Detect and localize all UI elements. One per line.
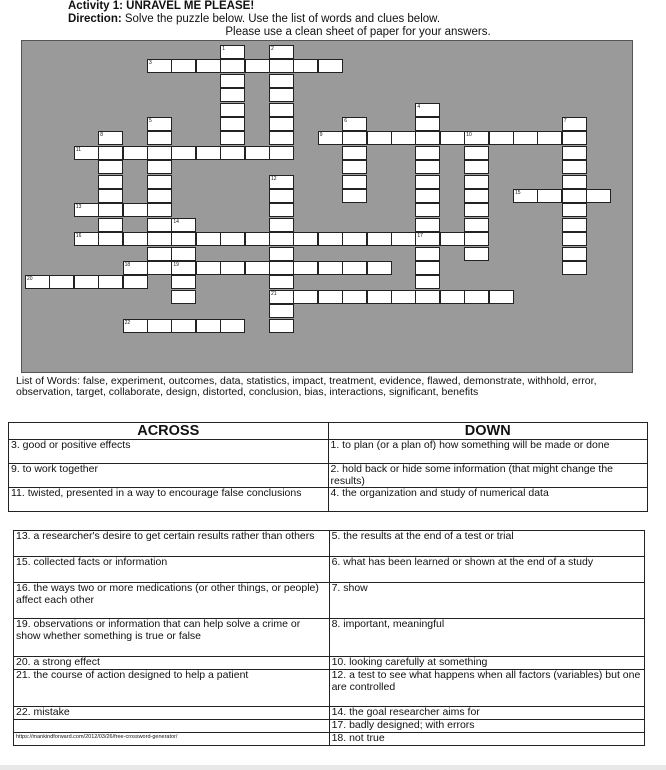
crossword-cell[interactable] [123, 146, 148, 160]
crossword-cell[interactable] [196, 319, 221, 333]
clue-number: 12 [271, 175, 277, 182]
crossword-cell[interactable] [74, 203, 99, 217]
crossword-cell[interactable] [171, 275, 196, 289]
clue-number: 16 [75, 233, 82, 240]
crossword-cell[interactable] [342, 175, 367, 189]
crossword-cell[interactable] [245, 261, 270, 275]
clue-across: 9. to work together [9, 464, 329, 488]
crossword-cell[interactable] [415, 131, 440, 145]
crossword-cell[interactable] [440, 290, 465, 304]
crossword-cell[interactable] [220, 131, 245, 145]
crossword-cell[interactable] [489, 131, 514, 145]
crossword-cell[interactable] [440, 131, 465, 145]
crossword-cell[interactable] [74, 275, 99, 289]
clue-down: 10. looking carefully at something [329, 657, 644, 670]
crossword-cell[interactable] [171, 232, 196, 246]
clue-number: 9 [319, 132, 323, 139]
clue-across: 11. twisted, presented in a way to encourage false conclusions [9, 488, 329, 512]
clue-number: 13 [75, 204, 82, 211]
crossword-cell[interactable] [269, 304, 294, 318]
crossword-cell[interactable] [342, 290, 367, 304]
clue-down: 2. hold back or hide some information (that might change the results) [328, 464, 648, 488]
clue-table-1 [8, 422, 648, 512]
crossword-cell[interactable] [269, 117, 294, 131]
across-header: ACROSS [9, 423, 329, 440]
crossword-cell[interactable] [342, 146, 367, 160]
crossword-cell[interactable] [147, 175, 172, 189]
crossword-cell[interactable] [269, 275, 294, 289]
crossword-cell[interactable] [98, 175, 123, 189]
crossword-cell[interactable] [98, 160, 123, 174]
crossword-cell[interactable] [147, 117, 172, 131]
crossword-cell[interactable] [123, 319, 148, 333]
word-list: List of Words: false, experiment, outcomes, data, statistics, impact, treatment, evidence, flawed, demonstrate, withhold, error, observation, target, collaborate, design, distorted, conclusion, bias, interactions, significant, benefits [16, 375, 597, 398]
crossword-cell[interactable] [220, 261, 245, 275]
crossword-cell[interactable] [489, 290, 514, 304]
crossword-cell[interactable] [269, 319, 294, 333]
crossword-cell[interactable] [318, 261, 343, 275]
crossword-cell[interactable] [269, 247, 294, 261]
crossword-cell[interactable] [171, 218, 196, 232]
crossword-cell[interactable] [147, 319, 172, 333]
clue-down: 17. badly designed; with errors [329, 720, 644, 733]
crossword-cell[interactable] [220, 45, 245, 59]
crossword-cell[interactable] [318, 232, 343, 246]
crossword-cell[interactable] [220, 103, 245, 117]
crossword-cell[interactable] [147, 189, 172, 203]
crossword-cell[interactable] [269, 88, 294, 102]
crossword-cell[interactable] [367, 290, 392, 304]
crossword-cell[interactable] [464, 247, 489, 261]
clue-down: 18. not true [329, 733, 644, 746]
crossword-cell[interactable] [98, 218, 123, 232]
crossword-cell[interactable] [269, 218, 294, 232]
crossword-cell[interactable] [513, 189, 538, 203]
clue-down: 6. what has been learned or shown at the end of a study [329, 557, 644, 583]
crossword-cell[interactable] [220, 74, 245, 88]
crossword-cell[interactable] [342, 189, 367, 203]
clue-number: 6 [344, 118, 347, 124]
crossword-cell[interactable] [415, 189, 440, 203]
crossword-cell[interactable] [464, 189, 489, 203]
crossword-cell[interactable] [220, 319, 245, 333]
crossword-cell[interactable] [391, 290, 416, 304]
crossword-cell[interactable] [196, 59, 221, 73]
crossword-cell[interactable] [513, 131, 538, 145]
clue-across: 3. good or positive effects [9, 440, 329, 464]
clue-across: 21. the course of action designed to help a patient [14, 670, 330, 707]
clue-table-2 [13, 530, 645, 746]
clue-down: 7. show [329, 583, 644, 619]
crossword-cell[interactable] [196, 261, 221, 275]
crossword-cell[interactable] [562, 146, 587, 160]
crossword-cell[interactable] [269, 74, 294, 88]
clue-number: 22 [124, 319, 131, 326]
header [68, 0, 628, 39]
crossword-cell[interactable] [269, 45, 294, 59]
crossword-cell[interactable] [342, 131, 367, 145]
clue-number: 7 [563, 118, 567, 124]
crossword-cell[interactable] [464, 131, 489, 145]
crossword-cell[interactable] [269, 189, 294, 203]
crossword-cell[interactable] [171, 290, 196, 304]
crossword-cell[interactable] [293, 290, 318, 304]
crossword-cell[interactable] [562, 160, 587, 174]
crossword-cell[interactable] [342, 160, 367, 174]
crossword-cell[interactable] [220, 146, 245, 160]
crossword-cell[interactable] [293, 232, 318, 246]
crossword-cell[interactable] [269, 203, 294, 217]
crossword-cell[interactable] [415, 203, 440, 217]
crossword-cell[interactable] [25, 275, 50, 289]
crossword-cell[interactable] [562, 261, 587, 275]
crossword-cell[interactable] [98, 203, 123, 217]
page-bottom-strip [0, 765, 666, 770]
crossword-cell[interactable] [269, 175, 294, 189]
crossword-cell[interactable] [220, 88, 245, 102]
crossword-cell[interactable] [342, 232, 367, 246]
crossword-cell[interactable] [220, 232, 245, 246]
crossword-cell[interactable] [74, 146, 99, 160]
crossword-cell[interactable] [293, 261, 318, 275]
crossword-cell[interactable] [415, 290, 440, 304]
crossword-cell[interactable] [220, 117, 245, 131]
crossword-cell[interactable] [415, 117, 440, 131]
crossword-cell[interactable] [245, 59, 270, 73]
crossword-cell[interactable] [367, 261, 392, 275]
clue-down: 4. the organization and study of numerical data [328, 488, 648, 512]
crossword-cell[interactable] [562, 131, 587, 145]
crossword-cell[interactable] [464, 218, 489, 232]
crossword-cell[interactable] [562, 247, 587, 261]
crossword-cell[interactable] [147, 218, 172, 232]
crossword-cell[interactable] [269, 146, 294, 160]
source-link[interactable]: https://mankindforward.com/2012/03/26/free-crossword-generator/ [14, 733, 330, 746]
crossword-cell[interactable] [171, 319, 196, 333]
crossword-cell[interactable] [367, 131, 392, 145]
clue-down: 14. the goal researcher aims for [329, 707, 644, 720]
crossword-cell[interactable] [123, 275, 148, 289]
clue-down: 8. important, meaningful [329, 619, 644, 657]
crossword-cell[interactable] [123, 261, 148, 275]
crossword-cell[interactable] [123, 232, 148, 246]
crossword-cell[interactable] [196, 146, 221, 160]
clue-number: 20 [27, 276, 33, 283]
crossword-cell[interactable] [562, 232, 587, 246]
crossword-cell[interactable] [98, 275, 123, 289]
clue-number: 8 [100, 132, 103, 139]
crossword-cell[interactable] [269, 232, 294, 246]
crossword-cell[interactable] [171, 59, 196, 73]
down-header: DOWN [328, 423, 648, 440]
crossword-cell[interactable] [562, 189, 587, 203]
crossword-cell[interactable] [49, 275, 74, 289]
clue-across: 22. mistake [14, 707, 330, 720]
crossword-cell[interactable] [147, 247, 172, 261]
crossword-cell[interactable] [318, 131, 343, 145]
clue-number: 11 [75, 146, 81, 153]
crossword-cell[interactable] [415, 232, 440, 246]
crossword-cell[interactable] [269, 290, 294, 304]
clue-number: 10 [466, 132, 472, 139]
crossword-cell[interactable] [98, 189, 123, 203]
clue-number: 17 [417, 233, 423, 240]
crossword-cell[interactable] [245, 146, 270, 160]
crossword-cell[interactable] [415, 261, 440, 275]
direction-label: Direction: [68, 13, 122, 25]
crossword-cell[interactable] [171, 261, 196, 275]
crossword-cell[interactable] [464, 232, 489, 246]
clue-across: 15. collected facts or information [14, 557, 330, 583]
crossword-cell[interactable] [537, 189, 562, 203]
clue-across-empty [14, 720, 330, 733]
crossword-cell[interactable] [98, 131, 123, 145]
clue-number: 14 [173, 218, 179, 225]
crossword-cell[interactable] [245, 232, 270, 246]
crossword-cell[interactable] [464, 290, 489, 304]
activity-title: Activity 1: UNRAVEL ME PLEASE! [68, 0, 255, 12]
crossword-cell[interactable] [98, 232, 123, 246]
crossword-cell[interactable] [464, 203, 489, 217]
crossword-cell[interactable] [318, 290, 343, 304]
crossword-cell[interactable] [586, 189, 611, 203]
clue-number: 3 [149, 60, 152, 67]
crossword-cell[interactable] [464, 160, 489, 174]
crossword-cell[interactable] [147, 232, 172, 246]
crossword-cell[interactable] [269, 59, 294, 73]
crossword-cell[interactable] [415, 218, 440, 232]
clue-down: 12. a test to see what happens when all factors (variables) but one are controlled [329, 670, 644, 707]
crossword-cell[interactable] [220, 59, 245, 73]
crossword-cell[interactable] [269, 131, 294, 145]
crossword-cell[interactable] [440, 232, 465, 246]
crossword-cell[interactable] [537, 131, 562, 145]
crossword-cell[interactable] [269, 261, 294, 275]
crossword-cell[interactable] [415, 160, 440, 174]
crossword-cell[interactable] [293, 59, 318, 73]
crossword-cell[interactable] [415, 103, 440, 117]
crossword-cell[interactable] [123, 203, 148, 217]
crossword-cell[interactable] [147, 203, 172, 217]
crossword-cell[interactable] [562, 117, 587, 131]
crossword-cell[interactable] [415, 146, 440, 160]
clue-across: 13. a researcher's desire to get certain results rather than others [14, 531, 330, 557]
crossword-cell[interactable] [269, 103, 294, 117]
clue-down: 1. to plan (or a plan of) how something will be made or done [328, 440, 648, 464]
direction-text: Solve the puzzle below. Use the list of words and clues below. [121, 13, 441, 25]
crossword-cell[interactable] [415, 247, 440, 261]
clue-number: 5 [149, 118, 152, 124]
direction-line2: Please use a clean sheet of paper for your answers. [225, 26, 491, 38]
crossword-cell[interactable] [147, 131, 172, 145]
crossword-cell[interactable] [342, 117, 367, 131]
crossword-cell[interactable] [98, 146, 123, 160]
crossword-cell[interactable] [171, 146, 196, 160]
crossword-cell[interactable] [342, 261, 367, 275]
crossword-cell[interactable] [367, 232, 392, 246]
crossword-cell[interactable] [147, 59, 172, 73]
clue-down: 5. the results at the end of a test or trial [329, 531, 644, 557]
crossword-cell[interactable] [318, 59, 343, 73]
crossword-cell[interactable] [391, 232, 416, 246]
clue-number: 2 [271, 46, 274, 52]
crossword-cell[interactable] [147, 261, 172, 275]
clue-across: 16. the ways two or more medications (or other things, or people) affect each other [14, 583, 330, 619]
crossword-cell[interactable] [464, 175, 489, 189]
clue-number: 19 [173, 262, 179, 268]
clue-across: 20. a strong effect [14, 657, 330, 670]
clue-number: 15 [515, 190, 521, 196]
crossword-cell[interactable] [171, 247, 196, 261]
clue-number: 21 [271, 290, 277, 297]
crossword-cell[interactable] [391, 131, 416, 145]
clue-number: 4 [417, 103, 421, 110]
crossword-cell[interactable] [147, 160, 172, 174]
crossword-cell[interactable] [74, 232, 99, 246]
crossword-cell[interactable] [562, 218, 587, 232]
crossword-cell[interactable] [147, 146, 172, 160]
crossword-cell[interactable] [196, 232, 221, 246]
clue-number: 18 [124, 262, 131, 268]
crossword-cell[interactable] [464, 146, 489, 160]
crossword-cell[interactable] [562, 175, 587, 189]
clue-number: 1 [222, 46, 225, 52]
clue-across: 19. observations or information that can help solve a crime or show whether something is true or false [14, 619, 330, 657]
crossword-cell[interactable] [562, 203, 587, 217]
crossword-cell[interactable] [415, 175, 440, 189]
crossword-grid [21, 40, 633, 373]
crossword-cell[interactable] [415, 275, 440, 289]
